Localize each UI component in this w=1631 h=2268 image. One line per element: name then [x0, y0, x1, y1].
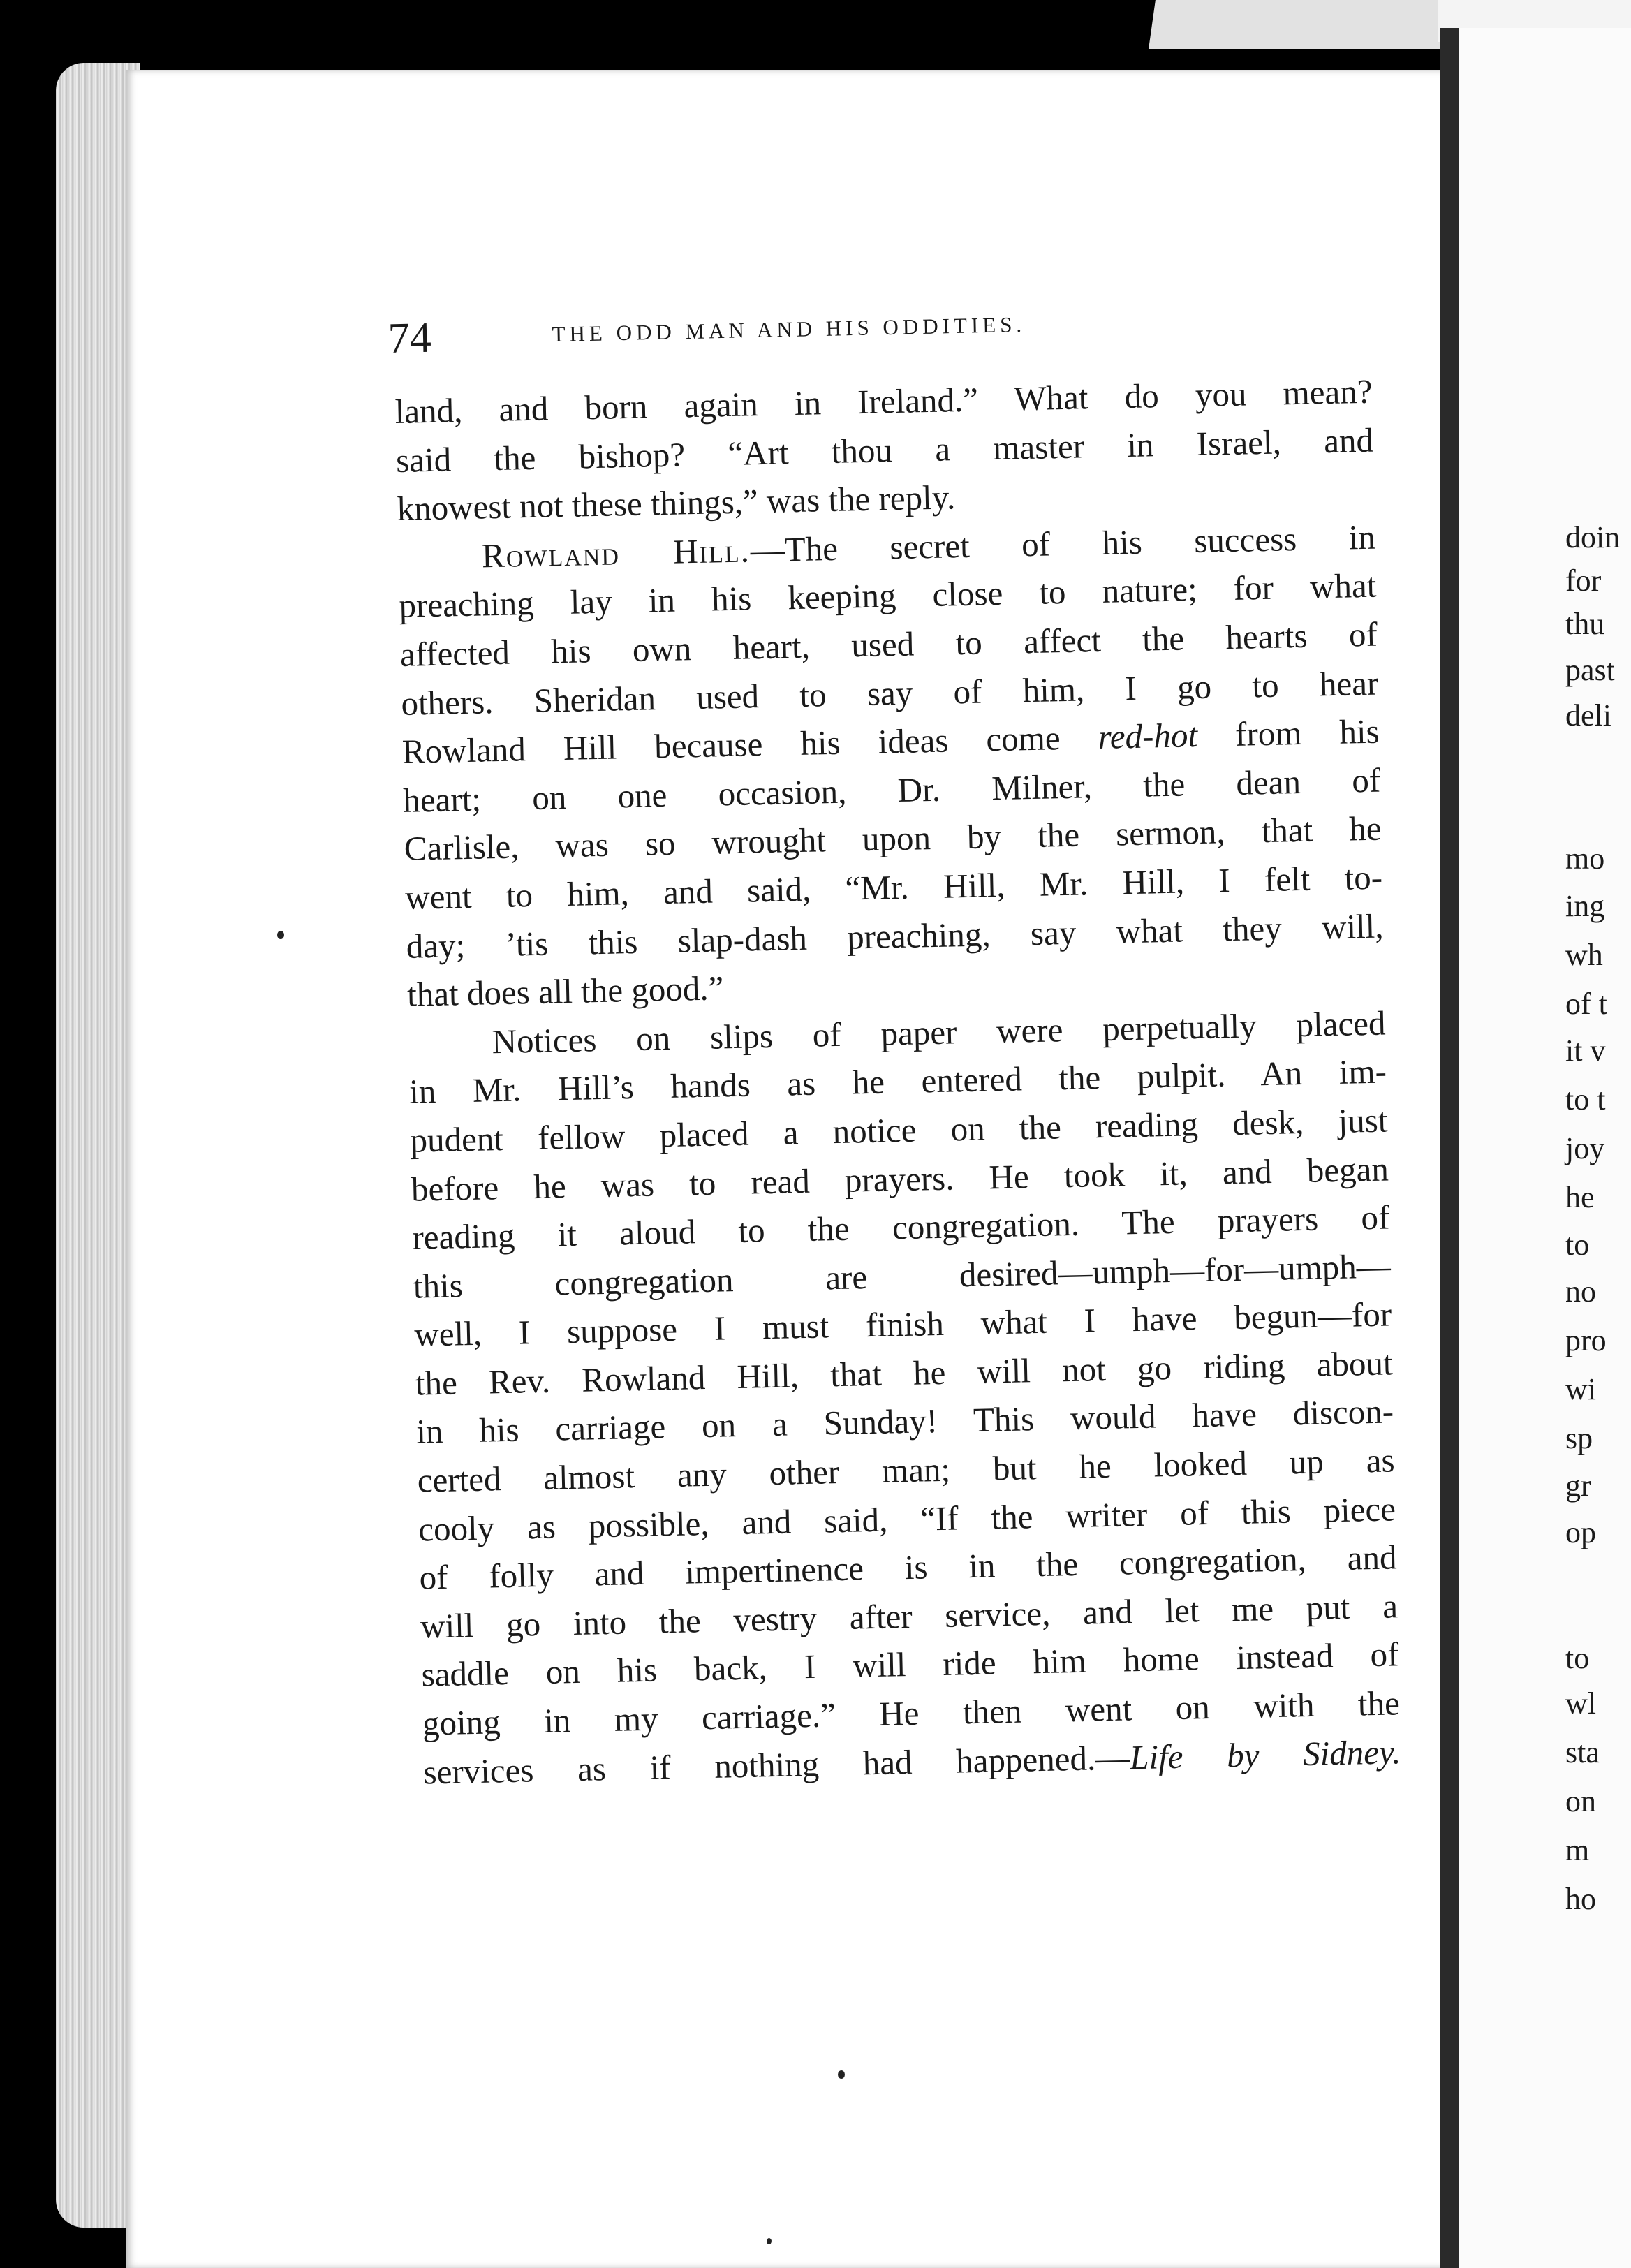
fragment-line: ho [1565, 1882, 1596, 1916]
fragment-line: to [1565, 1228, 1590, 1262]
ink-speck [838, 2070, 845, 2079]
fragment-line: to [1565, 1641, 1590, 1675]
fragment-line: pro [1565, 1323, 1607, 1357]
fragment-line: gr [1565, 1468, 1591, 1503]
text-line: pudent fellow placed a notice on the reading desk, just [410, 1100, 1388, 1160]
fragment-line: m [1565, 1833, 1590, 1867]
fragment-line: for [1565, 564, 1602, 598]
fragment-line: thu [1565, 607, 1605, 641]
text-line: certed almost any other man; but he looked up as [417, 1441, 1396, 1500]
fragment-line: no [1565, 1274, 1596, 1309]
text-line: affected his own heart, used to affect the hearts of [399, 614, 1378, 674]
running-head-title: THE ODD MAN AND HIS ODDITIES. [552, 311, 1026, 347]
text-line: land, and born again in Ireland.” What do you mean? [394, 371, 1373, 431]
text-line: Rowland Hill.—The secret of his success in [481, 517, 1376, 575]
text-line: others. Sheridan used to say of him, I go to hear [400, 663, 1379, 723]
background-paper-scrap [1149, 0, 1449, 49]
text-line: the Rev. Rowland Hill, that he will not go riding about [415, 1343, 1394, 1403]
fragment-line: of t [1565, 987, 1607, 1021]
text-line: that does all the good.” [406, 969, 724, 1014]
text-line: in Mr. Hill’s hands as he entered the pulpit. An im- [408, 1052, 1387, 1112]
fragment-line: doin [1565, 520, 1621, 554]
fragment-line: ing [1565, 889, 1605, 923]
text-line: day; ’tis this slap-dash preaching, say what they will, [406, 906, 1385, 966]
fragment-line: he [1565, 1180, 1595, 1214]
ink-speck [277, 931, 284, 939]
text-line: said the bishop? “Art thou a master in Israel, and [395, 420, 1374, 480]
section-lead: Rowland Hill. [481, 531, 751, 575]
text-line: of folly and impertinence is in the congregation, and [419, 1538, 1397, 1597]
fragment-line: wi [1565, 1372, 1596, 1406]
fragment-line: joy [1565, 1131, 1605, 1165]
fragment-line: op [1565, 1515, 1596, 1549]
text-line: cooly as possible, and said, “If the writer of this piece [418, 1489, 1396, 1549]
fragment-line: wl [1565, 1686, 1596, 1721]
fragment-line: wh [1565, 938, 1603, 972]
page-number: 74 [388, 314, 432, 362]
body-text [394, 367, 1401, 1797]
text-line: Rowland Hill because his ideas come red-hot from his [401, 712, 1380, 772]
text-line: services as if nothing had happened.—Life by Sidney. [422, 1732, 1401, 1792]
text-line: going in my carriage.” He then went on with the [422, 1684, 1401, 1743]
fragment-line: deli [1565, 698, 1611, 732]
facing-page [1459, 28, 1631, 2268]
fragment-line: on [1565, 1784, 1596, 1818]
text-line: Carlisle, was so wrought upon by the sermon, that he [404, 809, 1382, 869]
attribution: Life by Sidney. [1129, 1732, 1401, 1776]
fragment-line: to t [1565, 1082, 1606, 1117]
text-line: will go into the vestry after service, and let me put a [420, 1586, 1398, 1646]
book-gutter [1440, 28, 1459, 2268]
italic-emphasis: red-hot [1098, 716, 1198, 757]
text-line: Notices on slips of paper were perpetually placed [492, 1003, 1386, 1061]
text-line: knowest not these things,” was the reply. [397, 478, 956, 529]
text-line: well, I suppose I must finish what I have begun—for [413, 1295, 1392, 1354]
fragment-line: sp [1565, 1421, 1593, 1455]
fragment-line: sta [1565, 1735, 1600, 1769]
text-line: went to him, and said, “Mr. Hill, Mr. Hill, I felt to- [404, 857, 1383, 917]
text-line: this congregation are desired—umph—for—umph— [413, 1246, 1392, 1306]
fragment-line: past [1565, 653, 1615, 687]
ink-speck [767, 2238, 772, 2244]
fragment-line: it v [1565, 1033, 1606, 1068]
text-line: preaching lay in his keeping close to nature; for what [398, 566, 1377, 626]
text-line: in his carriage on a Sunday! This would have discon- [415, 1392, 1394, 1452]
text-line: before he was to read prayers. He took it, and began [411, 1149, 1389, 1209]
fragment-line: mo [1565, 841, 1605, 876]
text-line: saddle on his back, I will ride him home instead of [421, 1635, 1399, 1695]
text-line: heart; on one occasion, Dr. Milner, the dean of [402, 760, 1381, 820]
text-line: reading it aloud to the congregation. The prayers of [411, 1198, 1390, 1257]
